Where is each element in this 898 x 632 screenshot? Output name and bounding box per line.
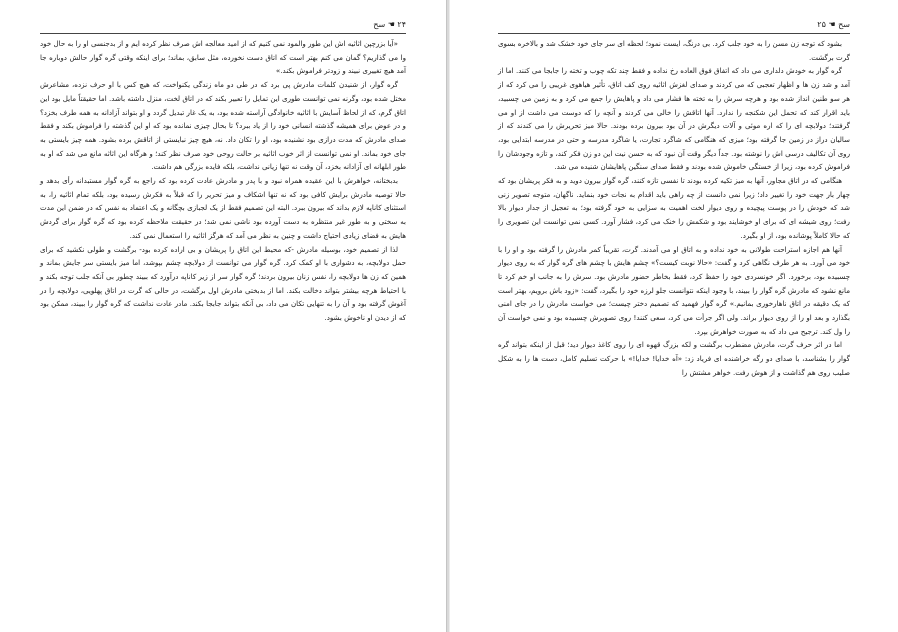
left-page-text (40, 37, 406, 325)
paragraph: آنها هم اجازه استراحت طولانی به خود نداده و به اتاق او می آمدند. گرت، تقریباً کمر مادرش را گرفته بود و او را با خود می آورد. به هر طرف نگاهی کرد و گفت: «حالا نوبت کیست؟» چشم هایش با چشم های گره گوار که به روی دیوار چسبیده بود، برخورد. اگر خونسردی خود را حفظ کرد، فقط بخاطر حضور مادرش بود. سرش را به جانب او خم کرد تا مانع نشود که مادرش گره گوار را ببیند، با وجود اینکه نتوانست جلو لرزه خود را بگیرد، گفت: «زود باش برویم، بهتر است که یک دقیقه در اتاق ناهارخوری بمانیم.» گره گوار فهمید که تصمیم دختر چیست؛ می خواست مادرش را در جای امنی بگذارد و بعد او را از روی دیوار براند. ولی اگر جرأت می کرد، سعی کنند! روی تصویرش چسبیده بود و نمی خواست آن را ول کند. ترجیح می داد که به صورت خواهرش بپرد. (498, 244, 850, 336)
header-rule-left (40, 33, 406, 34)
paragraph: بشود که توجه زن مسن را به خود جلب کرد. بی درنگ، ایست نمود؛ لحظه ای سر جای خود خشک شد و بالاخره بسوی گرت برگشت. (498, 39, 850, 62)
paragraph: لذا از تصمیم خود، بوسیله مادرش -که محیط این اتاق را پریشان و بی اراده کرده بود- برگشت و طولی نکشید که برای حمل دولابچه، به دشواری با او کمک کرد. گره گوار می توانست از دولابچه چشم بپوشد، اما میز بایستی سر جایش بماند و همین که زن ها دولابچه را، نفس زنان بیرون بردند؛ گره گوار سر از زیر کاناپه درآورد که ببیند چطور بی آنکه جلب توجه بکند و با احتیاط هرچه بیشتر بتواند دخالت بکند. اما از بدبختی مادرش اول برگشت، در حالی که گرت در اتاق پهلویی، دولابچه را در آغوش گرفته بود و آن را به تنهایی تکان می داد، بی آنکه بتواند جابجا بکند. مادر عادت نداشت که گره گوار را ببیند، ممکن بود که از دیدن او ناخوش بشود. (40, 244, 406, 323)
right-page (450, 0, 898, 632)
paragraph: بدبختانه، خواهرش با این عقیده همراه نبود و با پدر و مادرش عادت کرده بود که راجع به گره گوار مستبدانه رأی بدهد و حالا توصیه مادرش برایش کافی بود که نه تنها اشکاف و میز تحریر را که قبلاً به فکرش رسیده بود، بلکه تمام اثاثیه را، به استثنای کاناپه لازم بداند که بیرون ببرد. البته این تصمیم فقط از یک لجبازی بچگانه و یک اعتماد به نفس که در ضمن این مدت به سختی و به طور غیر منتظره به دست آورده بود ناشی نمی شد؛ در حقیقت ملاحظه کرده بود که گره گوار برای گردش هایش به فضای زیادی احتیاج داشت و چنین به نظر می آمد که هرگز اثاثیه را استعمال نمی کند. (40, 176, 406, 240)
header-rule-right (498, 33, 850, 34)
page-header-left: ۲۴ ☚ سح (373, 20, 406, 29)
left-page (0, 0, 446, 632)
page-header-right: سح ☚ ۲۵ (817, 20, 850, 29)
paragraph: گره گوار، از شنیدن کلمات مادرش پی برد که در طی دو ماه زندگی یکنواخت، که هیچ کس با او حرف نزده، مشاعرش مختل شده بود، وگرنه نمی توانست طوری این تمایل را تعبیر بکند که در اتاق لخت، منزل داشته باشد. اما حقیقتاً مایل بود این اتاق گرم، که از لحاظ آسایش با اثاثیه خانوادگی آراسته شده بود، به یک غار تبدیل گردد و او بتواند آزادانه به همه طرف بخزد؟ و در عوض برای همیشه گذشته انسانی خود را از یاد ببرد؟ تا بحال چیزی نمانده بود که او این گذشته را فراموش بکند و فقط صدای مادرش که مدت درازی بود نشنیده بود، او را تکان داد. نه، هیچ چیز نبایستی از اتاقش برده بشود. همه چیز بایستی به جای خود بماند. او نمی توانست از اثر خوب اثاثیه بر حالت روحی خود صرف نظر کند؛ و هرگاه این اثاثه مانع می شد که او به طور ابلهانه ای آزادانه بخزد، آن وقت نه تنها زیانی نداشت، بلکه فایده بزرگی هم داشت. (40, 80, 406, 172)
paragraph: «آیا بزرچپن اثاثیه اش این طور والمود نمی کنیم که از امید معالجه اش صرف نظر کرده ایم و از بدجنسی او را به حال خود وا می گذاریم؟ گمان می کنم بهتر است که اتاق دست نخورده، مثل سابق، بماند؛ برای اینکه وقتی گره گوار حالش دوباره جا آمد هیچ تغییری نبیند و زودتر فراموش بکند.» (40, 39, 406, 76)
paragraph: هنگامی که در اتاق مجاور، آنها به میز تکیه کرده بودند تا نفسی تازه کنند، گره گوار بیرون دوید و به فکر پریشان بود که چهار بار جهت خود را تغییر داد؛ زیرا نمی دانست از چه راهی باید اقدام به نجات خود بنماید. ناگهان، متوجه تصویر زنی شد که خودش را در پوست پیچیده و روی دیوار لخت اهمیت به سزایی به خود گرفته بود؛ به تعجیل از جدار دیوار بالا رفت؛ روی شیشه ای که برای او خوشایند بود و شکمش را خنک می کرد، فشار آورد. کسی نمی توانست این تصویری را که حالا کاملاً پوشانده بود، از او بگیرد. (498, 176, 850, 240)
paragraph: اما در اثر حرف گرت، مادرش مضطرب برگشت و لکه بزرگ قهوه ای را روی کاغذ دیوار دید؛ قبل از اینکه بتواند گره گوار را بشناسد، با صدای دو رگه خراشنده ای فریاد زد: «آه خدایا! خدایا!» با حرکت تسلیم کامل، دست ها را به شکل صلیب روی هم گذاشت و از هوش رفت. خواهر مشتش را (498, 340, 850, 377)
paragraph: گره گوار به خودش دلداری می داد که اتفاق فوق العاده رخ نداده و فقط چند تکه چوب و تخته را جابجا می کنند. اما از آمد و شد زن ها و اظهار تعجبی که می کردند و صدای لغزش اثاثیه روی کف اتاق، تأثیر هیاهوی غریبی را می کرد که از هر سو طنین انداز شده بود و هرچه سرش را به تخته ها فشار می داد و پاهایش را جمع می کرد و به زمین می چسبید، باید اقرار کند که تحمل این شکنجه را ندارد. آنها اتاقش را خالی می کردند و آنچه را که دوست می داشت از او می گرفتند؛ دولابچه ای را که اره موئی و آلات دیگرش در آن بود بیرون برده بودند. حالا میز تحریرش را می کندند که از سالیان دراز در زمین جا گرفته بود؛ میزی که هنگامی که شاگرد تجارت، یا شاگرد مدرسه و حتی در مدرسه ابتدایی بود، روی آن تکالیف درسی اش را نوشته بود. جداً دیگر وقت آن نبود که به حسن نیت این دو زن فکر کند، و تازه وجودشان را فراموش کرده بود، زیرا از خستگی خاموش شده بودند و فقط صدای سنگین پاهایشان شنیده می شد. (498, 66, 850, 172)
right-page-text (498, 37, 850, 380)
